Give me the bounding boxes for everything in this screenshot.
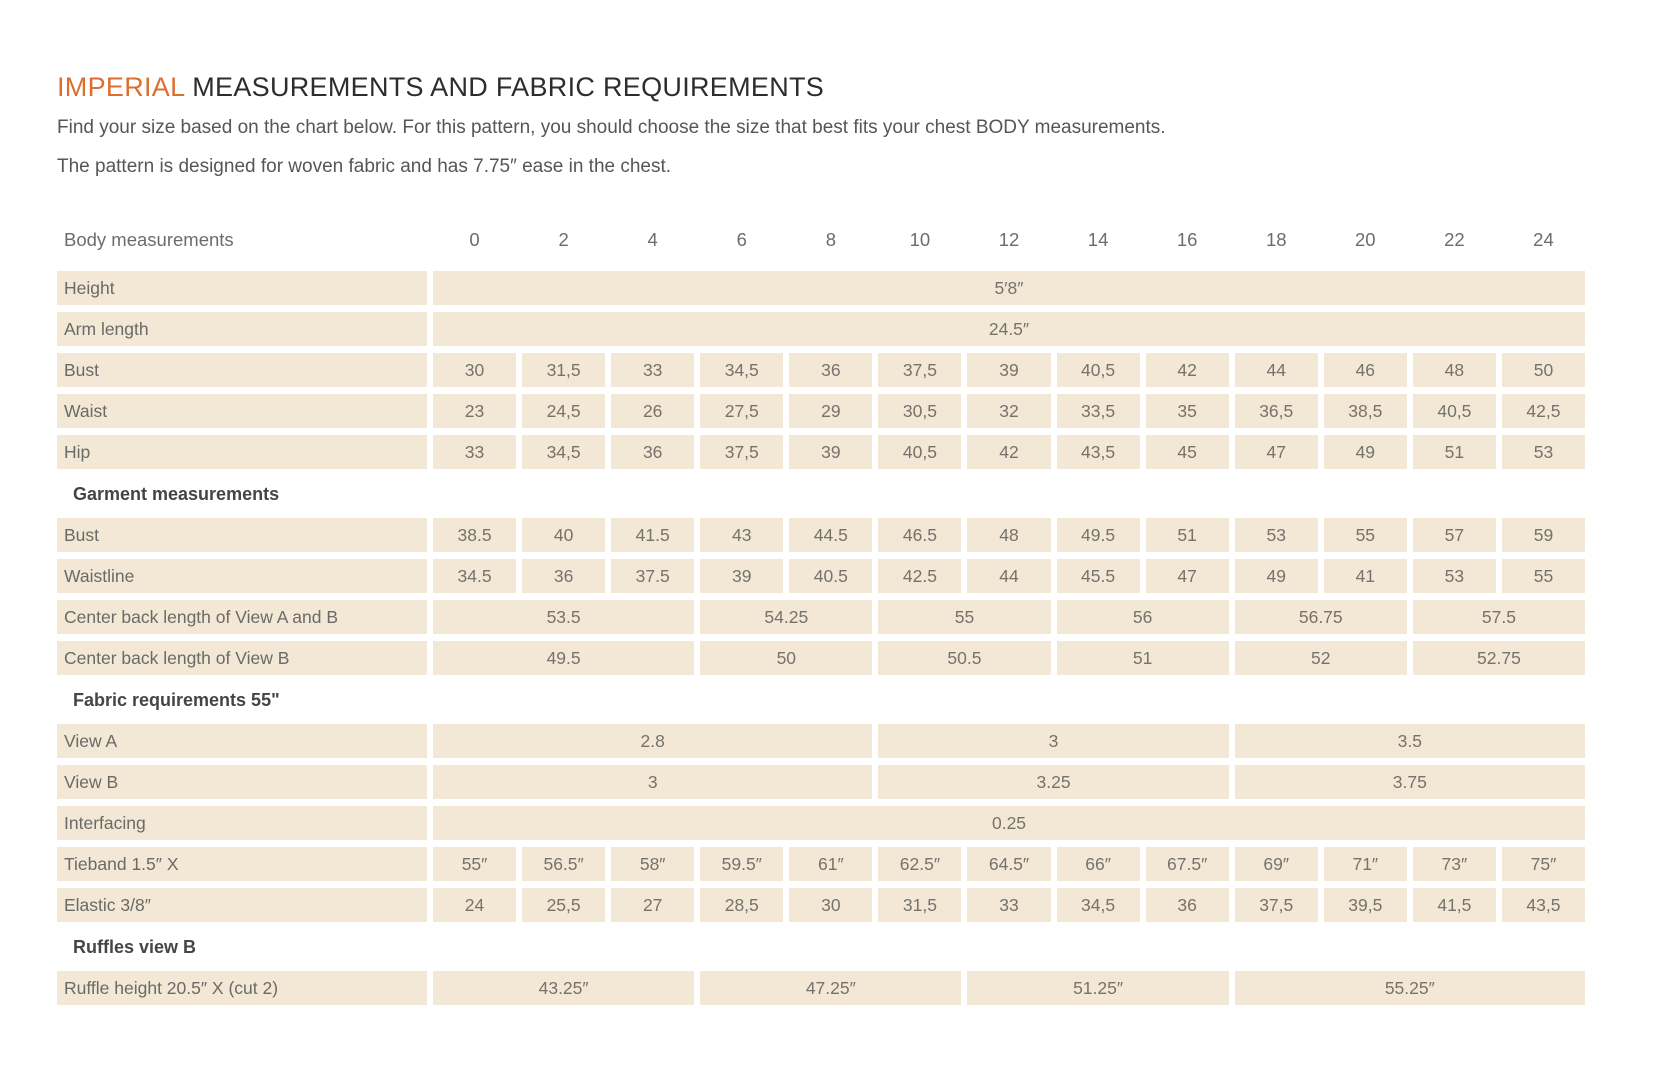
value-cell: 31,5 <box>522 353 605 387</box>
value-cell: 33,5 <box>1057 394 1140 428</box>
value-cell: 34.5 <box>433 559 516 593</box>
intro-text-line-2: The pattern is designed for woven fabric and has 7.75″ ease in the chest. <box>57 156 672 177</box>
value-cell: 38,5 <box>1324 394 1407 428</box>
value-cell: 27,5 <box>700 394 783 428</box>
value-cell: 53.5 <box>433 600 694 634</box>
table-row <box>57 765 1585 799</box>
table-row <box>57 353 1585 387</box>
row-label: Ruffle height 20.5″ X (cut 2) <box>57 971 427 1005</box>
value-cell: 24.5″ <box>433 312 1585 346</box>
value-cell: 50 <box>1502 353 1585 387</box>
value-cell: 39 <box>789 435 872 469</box>
value-cell: 59.5″ <box>700 847 783 881</box>
value-cell: 47.25″ <box>700 971 961 1005</box>
value-cell: 40,5 <box>878 435 961 469</box>
value-cell: 54.25 <box>700 600 872 634</box>
value-cell: 43,5 <box>1502 888 1585 922</box>
value-cell: 3 <box>433 765 872 799</box>
row-label: Hip <box>57 435 427 469</box>
value-cell: 26 <box>611 394 694 428</box>
value-cell: 33 <box>611 353 694 387</box>
table-row <box>57 559 1585 593</box>
row-label: Center back length of View A and B <box>57 600 427 634</box>
value-cell: 43.25″ <box>433 971 694 1005</box>
value-cell: 40 <box>522 518 605 552</box>
value-cell: 3 <box>878 724 1228 758</box>
size-column-header: 4 <box>647 229 658 250</box>
value-cell: 52.75 <box>1413 641 1585 675</box>
value-cell: 73″ <box>1413 847 1496 881</box>
value-cell: 42,5 <box>1502 394 1585 428</box>
size-column-header: 18 <box>1265 229 1287 250</box>
value-cell: 23 <box>433 394 516 428</box>
table-row <box>57 312 1585 346</box>
value-cell: 30 <box>433 353 516 387</box>
value-cell: 48 <box>1413 353 1496 387</box>
table-row <box>57 641 1585 675</box>
size-column-header: 0 <box>469 229 480 250</box>
value-cell: 49 <box>1324 435 1407 469</box>
value-cell: 49.5 <box>433 641 694 675</box>
size-column-header: 20 <box>1355 229 1376 250</box>
value-cell: 37,5 <box>700 435 783 469</box>
value-cell: 64.5″ <box>967 847 1050 881</box>
value-cell: 25,5 <box>522 888 605 922</box>
table-row <box>57 888 1585 922</box>
size-column-header: 10 <box>909 229 931 250</box>
size-column-header: 16 <box>1176 229 1198 250</box>
value-cell: 41.5 <box>611 518 694 552</box>
value-cell: 36 <box>522 559 605 593</box>
table-row <box>57 435 1585 469</box>
value-cell: 49 <box>1235 559 1318 593</box>
size-column-header: 14 <box>1087 229 1109 250</box>
value-cell: 55 <box>1502 559 1585 593</box>
value-cell: 36,5 <box>1235 394 1318 428</box>
row-label: Tieband 1.5″ X <box>57 847 427 881</box>
value-cell: 47 <box>1235 435 1318 469</box>
value-cell: 28,5 <box>700 888 783 922</box>
row-label: Bust <box>57 518 427 552</box>
value-cell: 24,5 <box>522 394 605 428</box>
value-cell: 50.5 <box>878 641 1050 675</box>
row-label: Center back length of View B <box>57 641 427 675</box>
section-heading: Garment measurements <box>73 484 280 504</box>
size-column-header: 12 <box>998 229 1020 250</box>
value-cell: 55″ <box>433 847 516 881</box>
row-label: Interfacing <box>57 806 427 840</box>
value-cell: 53 <box>1413 559 1496 593</box>
table-row <box>57 271 1585 305</box>
value-cell: 30 <box>789 888 872 922</box>
value-cell: 42 <box>967 435 1050 469</box>
size-column-header: 6 <box>736 229 747 250</box>
value-cell: 43 <box>700 518 783 552</box>
size-column-header: 22 <box>1444 229 1465 250</box>
value-cell: 46 <box>1324 353 1407 387</box>
value-cell: 45 <box>1146 435 1229 469</box>
value-cell: 24 <box>433 888 516 922</box>
measurement-table <box>57 227 1585 1005</box>
value-cell: 39 <box>700 559 783 593</box>
value-cell: 57.5 <box>1413 600 1585 634</box>
value-cell: 44 <box>1235 353 1318 387</box>
page-title-highlight: IMPERIAL <box>57 72 185 102</box>
table-row <box>57 518 1585 552</box>
value-cell: 29 <box>789 394 872 428</box>
value-cell: 55 <box>1324 518 1407 552</box>
value-cell: 58″ <box>611 847 694 881</box>
table-header-label: Body measurements <box>64 229 234 250</box>
value-cell: 32 <box>967 394 1050 428</box>
page-title-rest: MEASUREMENTS AND FABRIC REQUIREMENTS <box>184 72 825 102</box>
value-cell: 36 <box>1146 888 1229 922</box>
value-cell: 66″ <box>1057 847 1140 881</box>
value-cell: 53 <box>1502 435 1585 469</box>
value-cell: 3.75 <box>1235 765 1585 799</box>
value-cell: 36 <box>611 435 694 469</box>
value-cell: 42 <box>1146 353 1229 387</box>
row-label: Waistline <box>57 559 427 593</box>
value-cell: 2.8 <box>433 724 872 758</box>
value-cell: 71″ <box>1324 847 1407 881</box>
row-label: Bust <box>57 353 427 387</box>
value-cell: 51 <box>1146 518 1229 552</box>
table-row <box>57 724 1585 758</box>
value-cell: 47 <box>1146 559 1229 593</box>
value-cell: 3.25 <box>878 765 1228 799</box>
row-label: View A <box>57 724 427 758</box>
value-cell: 33 <box>967 888 1050 922</box>
value-cell: 33 <box>433 435 516 469</box>
value-cell: 56.5″ <box>522 847 605 881</box>
value-cell: 41 <box>1324 559 1407 593</box>
value-cell: 62.5″ <box>878 847 961 881</box>
section-heading: Fabric requirements 55" <box>73 690 280 710</box>
size-column-header: 24 <box>1533 229 1554 250</box>
value-cell: 34,5 <box>700 353 783 387</box>
table-row <box>57 394 1585 428</box>
value-cell: 40.5 <box>789 559 872 593</box>
value-cell: 5′8″ <box>433 271 1585 305</box>
table-row <box>57 600 1585 634</box>
value-cell: 3.5 <box>1235 724 1585 758</box>
value-cell: 67.5″ <box>1146 847 1229 881</box>
size-column-header: 2 <box>558 229 569 250</box>
value-cell: 53 <box>1235 518 1318 552</box>
value-cell: 34,5 <box>1057 888 1140 922</box>
value-cell: 37.5 <box>611 559 694 593</box>
value-cell: 39 <box>967 353 1050 387</box>
row-label: Height <box>57 271 427 305</box>
value-cell: 30,5 <box>878 394 961 428</box>
value-cell: 39,5 <box>1324 888 1407 922</box>
value-cell: 55.25″ <box>1235 971 1585 1005</box>
page-title <box>57 72 1585 103</box>
value-cell: 61″ <box>789 847 872 881</box>
value-cell: 51 <box>1413 435 1496 469</box>
value-cell: 44 <box>967 559 1050 593</box>
value-cell: 46.5 <box>878 518 961 552</box>
table-row <box>57 847 1585 881</box>
value-cell: 40,5 <box>1413 394 1496 428</box>
value-cell: 31,5 <box>878 888 961 922</box>
value-cell: 57 <box>1413 518 1496 552</box>
value-cell: 40,5 <box>1057 353 1140 387</box>
value-cell: 49.5 <box>1057 518 1140 552</box>
value-cell: 38.5 <box>433 518 516 552</box>
row-label: Elastic 3/8″ <box>57 888 427 922</box>
value-cell: 36 <box>789 353 872 387</box>
value-cell: 59 <box>1502 518 1585 552</box>
value-cell: 37,5 <box>1235 888 1318 922</box>
value-cell: 43,5 <box>1057 435 1140 469</box>
table-header-row <box>57 227 1585 253</box>
value-cell: 37,5 <box>878 353 961 387</box>
section-heading: Ruffles view B <box>73 937 197 957</box>
value-cell: 44.5 <box>789 518 872 552</box>
value-cell: 45.5 <box>1057 559 1140 593</box>
row-label: Waist <box>57 394 427 428</box>
value-cell: 75″ <box>1502 847 1585 881</box>
intro-text-line-1: Find your size based on the chart below. For this pattern, you should choose the size that best fits your chest BODY measurements. <box>57 117 1166 138</box>
value-cell: 35 <box>1146 394 1229 428</box>
value-cell: 56 <box>1057 600 1229 634</box>
value-cell: 50 <box>700 641 872 675</box>
table-row <box>57 806 1585 840</box>
value-cell: 52 <box>1235 641 1407 675</box>
row-label: Arm length <box>57 312 427 346</box>
table-row <box>57 971 1585 1005</box>
value-cell: 55 <box>878 600 1050 634</box>
value-cell: 56.75 <box>1235 600 1407 634</box>
value-cell: 34,5 <box>522 435 605 469</box>
value-cell: 51.25″ <box>967 971 1228 1005</box>
value-cell: 27 <box>611 888 694 922</box>
size-column-header: 8 <box>825 229 836 250</box>
value-cell: 69″ <box>1235 847 1318 881</box>
value-cell: 41,5 <box>1413 888 1496 922</box>
value-cell: 42.5 <box>878 559 961 593</box>
value-cell: 51 <box>1057 641 1229 675</box>
row-label: View B <box>57 765 427 799</box>
value-cell: 48 <box>967 518 1050 552</box>
value-cell: 0.25 <box>433 806 1585 840</box>
